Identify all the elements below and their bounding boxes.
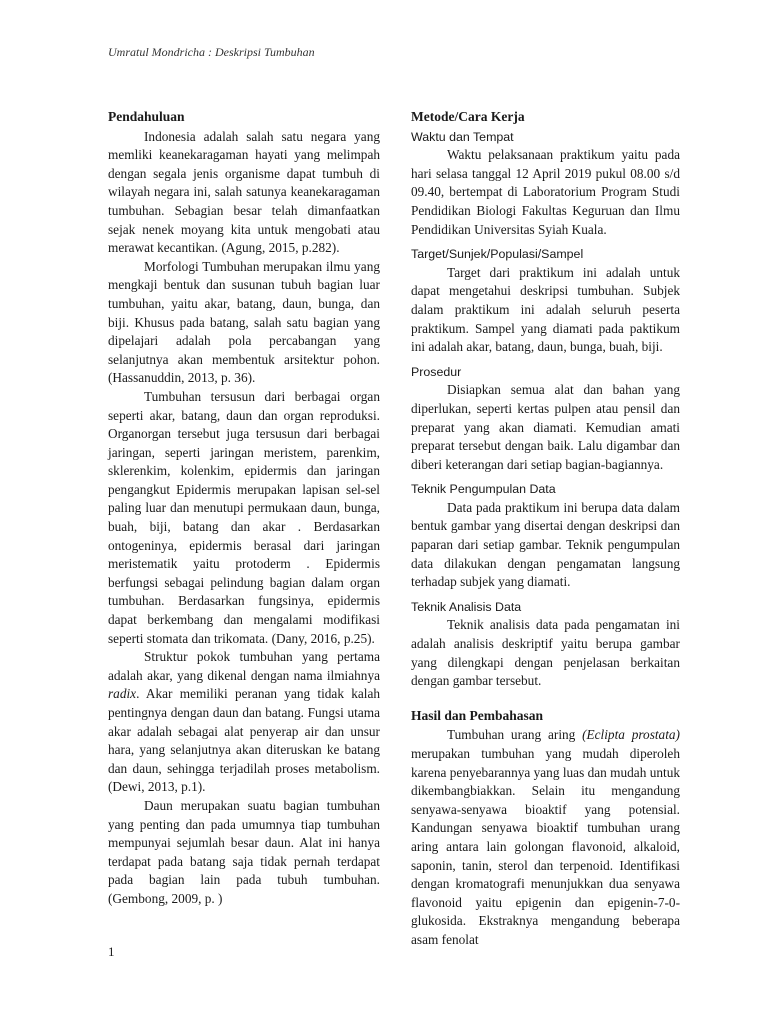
section-title-pendahuluan: Pendahuluan (108, 109, 185, 124)
paragraph-1: Indonesia adalah salah satu negara yang memliki keanekaragaman hayati yang melimpah dengan segala jenis organisme dapat tumbuh di wilayah negara ini, salah satunya keanekaragaman tumbuhan. Sebagian besar telah dimanfaatkan sejak nenek moyang kita untuk mengobati atau merawat kecantikan. (Agung, 2015, p.282). (108, 128, 380, 256)
target-text: Target dari praktikum ini adalah untuk dapat mengetahui deskripsi tumbuhan. Subjek dalam praktikum ini adalah seluruh peserta praktikum. Sampel yang diamati pada paktikum ini adalah akar, batang, daun, bunga, buah, biji. (411, 264, 680, 355)
paragraph-2: Morfologi Tumbuhan merupakan ilmu yang mengkaji bentuk dan susunan tubuh bagian luar tumbuhan, yaitu akar, batang, daun, bunga, dan biji. Khusus pada batang, salah satu bagian yang dipelajari adalah pola percabangan yang selanjutnya akan membentuk arsitektur pohon. (Hassanuddin, 2013, p. 36). (108, 258, 380, 386)
pengumpulan-data-text: Data pada praktikum ini berupa data dalam bentuk gambar yang disertai dengan deskripsi dan paparan dari setiap gambar. Teknik pengumpulan data dilakukan dengan pengamatan langsung terhadap subjek yang diamati. (411, 499, 680, 590)
analisis-data-text: Teknik analisis data pada pengamatan ini adalah analisis deskriptif yaitu berupa gambar yang dilengkapi dengan penjelasan berkaitan dengan gambar tersebut. (411, 617, 680, 689)
species-name: (Eclipta prostata) (582, 727, 680, 743)
subsection-prosedur: Prosedur (411, 364, 462, 379)
paragraph-4 (108, 648, 380, 797)
paragraph-4-start: Struktur pokok tumbuhan yang pertama adalah akar, yang dikenal dengan nama ilmiahnya (108, 649, 380, 683)
right-column (411, 108, 680, 950)
subsection-target: Target/Sunjek/Populasi/Sampel (411, 247, 584, 262)
paragraph-3: Tumbuhan tersusun dari berbagai organ seperti akar, batang, daun dan organ reproduksi. Organorgan tersebut juga tersusun dari berbagai jaringan, seperti jaringan meristem, parenkim, sklerenkim, kolenkim, epidermis dan jaringan pengangkut Epidermis merupakan lapisan sel-sel paling luar dan menutupi permukaan daun, bunga, buah, biji, batang dan akar . Berdasarkan ontogeninya, epidermis berasal dari jaringan meristematik yaitu protoderm . Epidermis berfungsi sebagai pelindung bagian dalam organ tumbuhan. Berdasarkan fungsinya, epidermis dapat berkembang dan mengalami modifikasi seperti stomata dan trikomata. (Dany, 2016, p.25). (108, 388, 380, 646)
subsection-waktu-tempat: Waktu dan Tempat (411, 129, 514, 144)
subsection-pengumpulan-data: Teknik Pengumpulan Data (411, 482, 556, 497)
paragraph-5: Daun merupakan suatu bagian tumbuhan yang penting dan pada umumnya tiap tumbuhan mempunyai sejumlah besar daun. Alat ini hanya terdapat pada batang saja tidak pernah terdapat pada bagian lain pada tubuh tumbuhan. (Gembong, 2009, p. ) (108, 797, 380, 906)
prosedur-text: Disiapkan semua alat dan bahan yang diperlukan, seperti kertas pulpen atau pensil dan preparat yang akan diamati. Kemudian amati preparat tersebut dengan baik. Lalu digambar dan diberi keterangan dari setiap bagian-bagiannya. (411, 382, 680, 472)
running-header: Umratul Mondricha : Deskripsi Tumbuhan (108, 45, 315, 59)
section-title-metode: Metode/Cara Kerja (411, 109, 525, 124)
radix-term: radix (108, 686, 137, 702)
left-column (108, 108, 380, 909)
paragraph-4-end: . Akar memiliki peranan yang tidak kalah pentingnya dengan daun dan batang. Fungsi utama akar adalah sebagai alat penyerap air dan unsur hara, yang selanjutnya akan diteruskan ke batang dan daun, sehingga terjadilah proses metabolism. (Dewi, 2013, p.1). (108, 686, 380, 795)
hasil-text-start: Tumbuhan urang aring (447, 727, 583, 743)
hasil-text-end: merupakan tumbuhan yang mudah diperoleh karena penyebarannya yang luas dan mudah untuk dikembangbiakkan. Selain itu mengandung senyawa-senyawa bioaktif yang potensial. Kandungan senyawa bioaktif tumbuhan urang aring antara lain golongan flavonoid, alkaloid, saponin, tanin, sterol dan terpenoid. Identifikasi dengan kromatografi menunjukkan dua senyawa flavonoid yaitu epigenin dan epigenin-7-0-glukosida. Ekstraknya mengandung beberapa asam fenolat (411, 746, 680, 947)
section-title-hasil: Hasil dan Pembahasan (411, 707, 544, 723)
subsection-analisis-data: Teknik Analisis Data (411, 599, 522, 614)
waktu-tempat-text: Waktu pelaksanaan praktikum yaitu pada hari selasa tanggal 12 April 2019 pukul 08.00 s/d 09.40, bertempat di Laboratorium Program Studi Pendidikan Biologi Fakultas Keguruan dan Ilmu Pendidikan Universitas Syiah Kuala. (411, 147, 680, 237)
hasil-text (411, 726, 680, 949)
page-number: 1 (108, 944, 115, 959)
